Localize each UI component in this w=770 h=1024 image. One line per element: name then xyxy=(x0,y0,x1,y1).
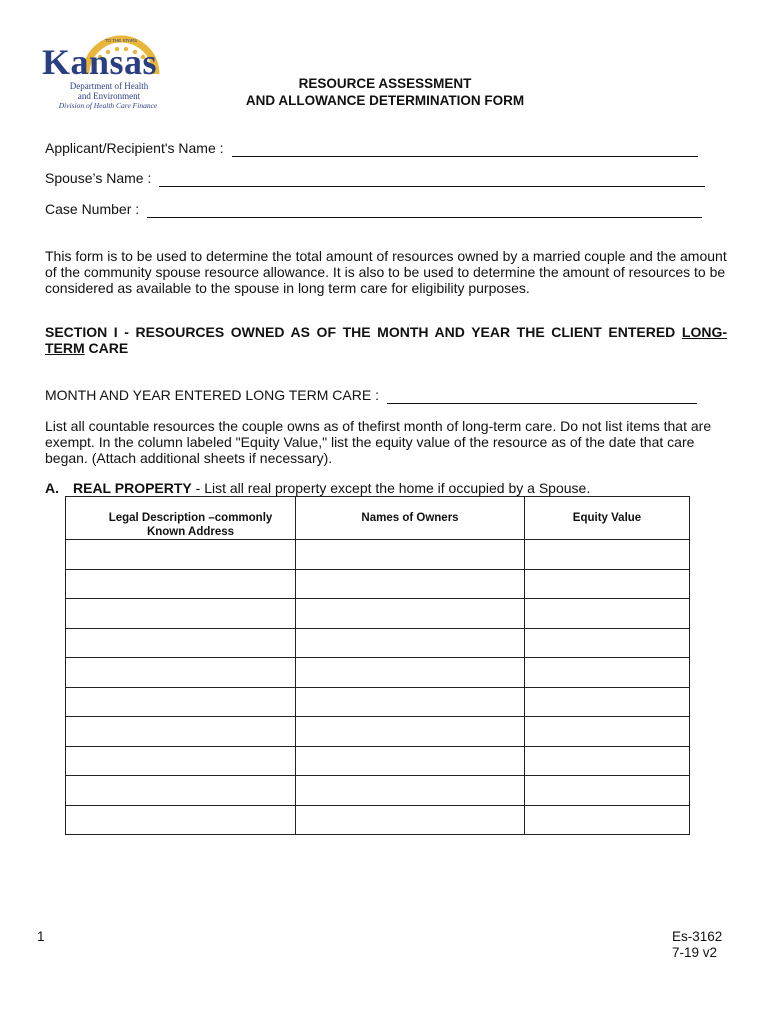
equity-value-cell[interactable] xyxy=(525,805,690,835)
spouse-name-input[interactable] xyxy=(159,172,705,187)
logo-banner-text: TO THE STARS xyxy=(104,38,138,43)
equity-value-cell[interactable] xyxy=(525,599,690,629)
owners-cell[interactable] xyxy=(296,717,525,747)
owners-cell[interactable] xyxy=(296,687,525,717)
legal-description-cell[interactable] xyxy=(66,687,296,717)
owners-cell[interactable] xyxy=(296,569,525,599)
table-header-row xyxy=(66,497,690,540)
table-row xyxy=(66,540,690,570)
section-a-heading xyxy=(45,480,590,496)
legal-description-cell[interactable] xyxy=(66,746,296,776)
form-title xyxy=(200,75,570,109)
applicant-name-label: Applicant/Recipient's Name : xyxy=(45,140,224,156)
logo-department xyxy=(54,81,164,101)
table-row xyxy=(66,746,690,776)
case-number-label: Case Number : xyxy=(45,201,140,217)
logo-division: Division of Health Care Finance xyxy=(58,101,158,110)
table-row xyxy=(66,776,690,806)
table-row xyxy=(66,628,690,658)
equity-value-cell[interactable] xyxy=(525,776,690,806)
owners-cell[interactable] xyxy=(296,599,525,629)
form-number-code: Es-3162 xyxy=(672,929,723,944)
section1-heading xyxy=(45,324,727,356)
real-property-table xyxy=(65,496,690,835)
case-number-input[interactable] xyxy=(147,203,702,218)
section1-heading-text: SECTION I - RESOURCES OWNED AS OF THE MONTH AND YEAR THE CLIENT ENTERED xyxy=(45,324,676,340)
equity-value-cell[interactable] xyxy=(525,658,690,688)
owners-cell[interactable] xyxy=(296,746,525,776)
owners-cell[interactable] xyxy=(296,628,525,658)
table-row xyxy=(66,599,690,629)
form-title-line2: AND ALLOWANCE DETERMINATION FORM xyxy=(245,93,525,108)
equity-value-cell[interactable] xyxy=(525,628,690,658)
owners-cell[interactable] xyxy=(296,776,525,806)
form-number xyxy=(672,929,722,961)
table-row xyxy=(66,805,690,835)
table-row xyxy=(66,658,690,688)
equity-value-cell[interactable] xyxy=(525,540,690,570)
applicant-name-field xyxy=(45,139,698,157)
owners-cell[interactable] xyxy=(296,540,525,570)
column-header-names-of-owners: Names of Owners xyxy=(296,497,525,540)
legal-description-cell[interactable] xyxy=(66,776,296,806)
legal-description-cell[interactable] xyxy=(66,569,296,599)
logo-wordmark: Kansas xyxy=(42,42,158,82)
column-header-legal-description: Legal Description –commonly Known Address xyxy=(66,497,296,540)
applicant-name-input[interactable] xyxy=(232,142,698,157)
equity-value-cell[interactable] xyxy=(525,717,690,747)
month-year-field xyxy=(45,386,697,404)
section1-heading-tail: CARE xyxy=(84,340,129,356)
instructions-paragraph: List all countable resources the couple owns as of thefirst month of long-term care. Do not list items that are exempt. In the column labeled "Equity Value," list the equity value of the resource as of the date that care began. (Attach additional sheets if necessary). xyxy=(45,418,712,466)
owners-cell[interactable] xyxy=(296,805,525,835)
legal-description-cell[interactable] xyxy=(66,658,296,688)
intro-paragraph: This form is to be used to determine the total amount of resources owned by a married couple and the amount of the community spouse resource allowance. It is also to be used to determine the amount of resources to be considered as available to the spouse in long term care for eligibility purposes. xyxy=(45,248,727,296)
legal-description-cell[interactable] xyxy=(66,805,296,835)
legal-description-cell[interactable] xyxy=(66,540,296,570)
form-title-line1: RESOURCE ASSESSMENT xyxy=(298,76,472,91)
owners-cell[interactable] xyxy=(296,658,525,688)
equity-value-cell[interactable] xyxy=(525,687,690,717)
equity-value-cell[interactable] xyxy=(525,569,690,599)
form-revision: 7-19 v2 xyxy=(672,945,718,960)
page-number: 1 xyxy=(37,929,45,944)
legal-description-cell[interactable] xyxy=(66,628,296,658)
month-year-input[interactable] xyxy=(387,389,697,404)
case-number-field xyxy=(45,200,702,218)
table-row xyxy=(66,717,690,747)
column-header-equity-value: Equity Value xyxy=(525,497,690,540)
month-year-label: MONTH AND YEAR ENTERED LONG TERM CARE : xyxy=(45,387,379,403)
spouse-name-field xyxy=(45,169,705,187)
section1-heading-underlined: LONG-TERM xyxy=(45,324,728,356)
table-row xyxy=(66,687,690,717)
kdhe-logo xyxy=(40,34,165,110)
section-a-letter: A. xyxy=(45,480,59,496)
legal-description-cell[interactable] xyxy=(66,599,296,629)
equity-value-cell[interactable] xyxy=(525,746,690,776)
spouse-name-label: Spouse’s Name : xyxy=(45,170,152,186)
section-a-description: - List all real property except the home if occupied by a Spouse. xyxy=(191,480,591,496)
logo-department-line2: and Environment xyxy=(77,91,141,101)
table-row xyxy=(66,569,690,599)
logo-department-line1: Department of Health xyxy=(69,81,149,91)
section-a-title: REAL PROPERTY xyxy=(73,480,192,496)
legal-description-cell[interactable] xyxy=(66,717,296,747)
